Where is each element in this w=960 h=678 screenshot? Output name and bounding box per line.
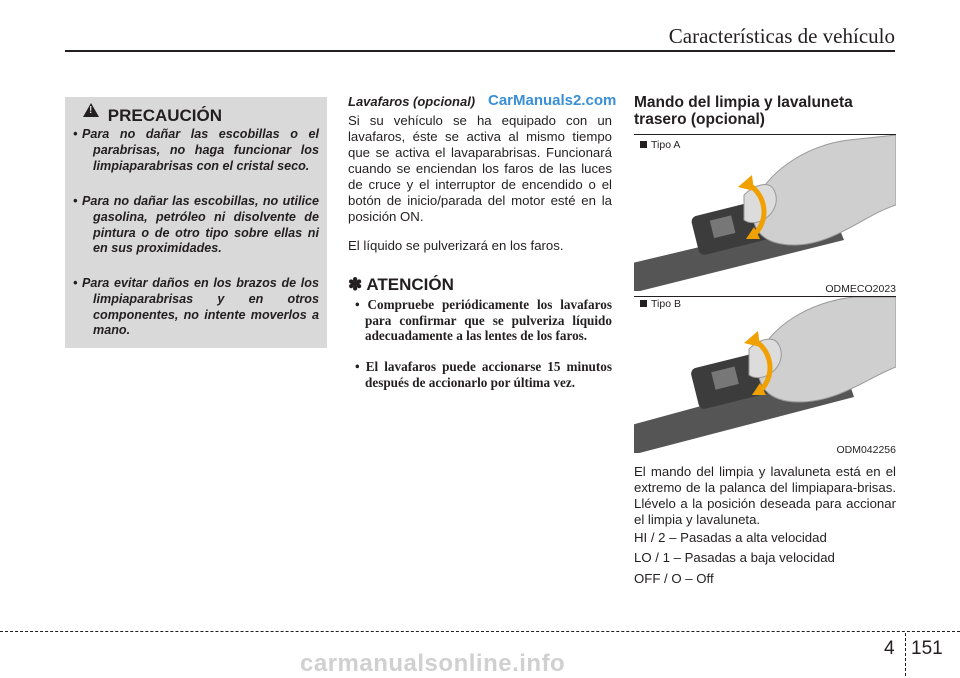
footer-rule	[0, 631, 960, 632]
caution-item: • Para no dañar las escobillas o el parabrisas, no haga funcionar los limpiaparabrisas con el cristal seco.	[73, 127, 319, 173]
lavafaros-paragraph-2: El líquido se pulverizará en los faros.	[348, 238, 564, 253]
speed-item: OFF / O – Off	[634, 571, 714, 586]
lavafaros-heading: Lavafaros (opcional)	[348, 94, 476, 109]
caution-item: • Para no dañar las escobillas, no utilice gasolina, petróleo ni disolvente de pintura o de otro tipo sobre ellas ni en sus proximidades.	[73, 194, 319, 256]
lavafaros-paragraph: Si su vehículo se ha equipado con un lavafaros, éste se activa al mismo tiempo que se activa el lavaparabrisas. Funcionará cuando se enciendan los faros de las luces de cruce y el interruptor de encendido o el botón de inicio/parada del motor esté en la posición ON.	[348, 113, 612, 224]
mando-heading: Mando del limpia y lavaluneta trasero (opcional)	[634, 94, 853, 128]
speed-item: LO / 1 – Pasadas a baja velocidad	[634, 550, 835, 565]
section-number: 4	[884, 638, 895, 659]
figure-code: ODMECO2023	[825, 283, 896, 295]
square-bullet-icon	[640, 300, 647, 307]
square-bullet-icon	[640, 141, 647, 148]
figure-tipo-b	[634, 297, 896, 453]
section-header-title: Características de vehículo	[668, 24, 895, 48]
speed-item: HI / 2 – Pasadas a alta velocidad	[634, 530, 827, 545]
header-rule	[65, 50, 895, 52]
atencion-item: • El lavafaros puede accionarse 15 minutos después de accionarlo por última vez.	[355, 359, 612, 390]
wiper-lever-illustration	[634, 135, 896, 291]
figure-tipo-a	[634, 135, 896, 291]
wiper-lever-illustration	[634, 297, 896, 453]
warning-triangle-icon	[83, 103, 99, 117]
mando-paragraph: El mando del limpia y lavaluneta está en el extremo de la palanca del limpiapara-brisas. Llévelo a la posición deseada para accionar el limpia y lavaluneta.	[634, 464, 896, 527]
caution-title: PRECAUCIÓN	[107, 106, 223, 125]
footer-divider	[905, 633, 906, 676]
caution-heading	[83, 106, 222, 126]
caution-item: • Para evitar daños en los brazos de los limpiaparabrisas y en otros componentes, no intente moverlos a mano.	[73, 276, 319, 338]
atencion-heading: ✽ ATENCIÓN	[348, 275, 454, 294]
figure-code: ODM042256	[836, 444, 896, 456]
page-number: 151	[911, 638, 943, 659]
figure-label: Tipo B	[640, 298, 681, 310]
watermark-link[interactable]: CarManuals2.com	[488, 92, 617, 109]
atencion-item: • Compruebe periódicamente los lavafaros para confirmar que se pulveriza líquido adecuadamente a las lentes de los faros.	[355, 297, 612, 344]
figure-label: Tipo A	[640, 139, 680, 151]
footer-watermark: carmanualsonline.info	[300, 650, 566, 677]
